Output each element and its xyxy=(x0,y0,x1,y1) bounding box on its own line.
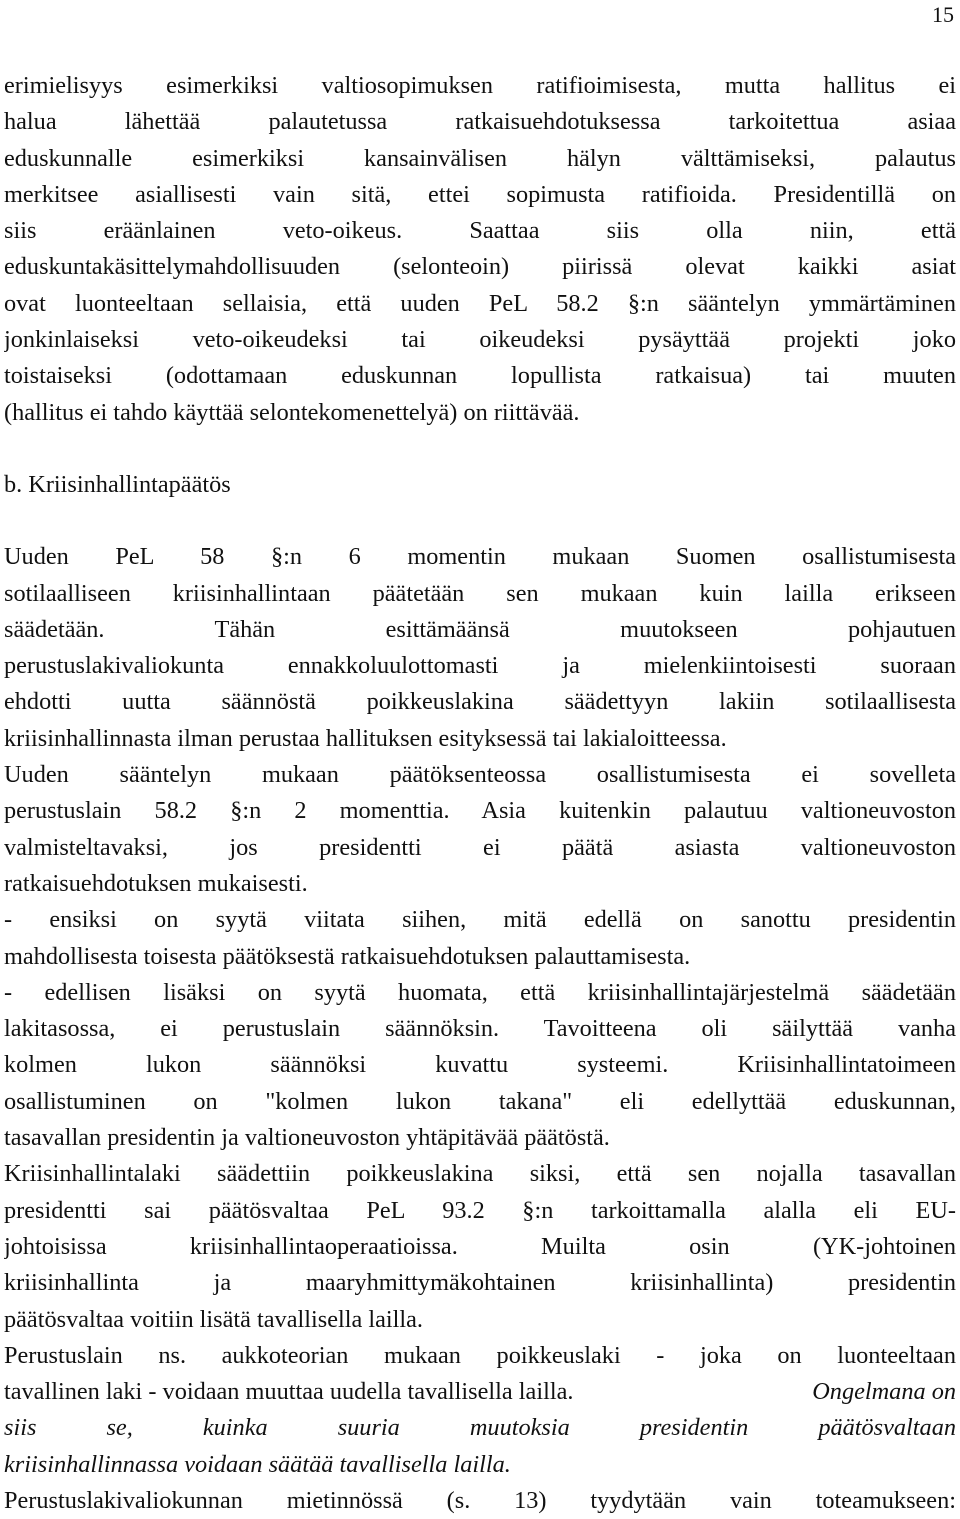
text-line: päätösvaltaa voitiin lisätä tavallisella lailla. xyxy=(4,1305,423,1333)
page-number: 15 xyxy=(932,2,954,27)
text-segment: tavallinen laki - voidaan muuttaa uudella tavallisella lailla. xyxy=(4,1378,574,1406)
text-line: eduskuntakäsittelymahdollisuuden (selonteoin) piirissä olevat kaikki asiat xyxy=(4,253,956,281)
text-line: - ensiksi on syytä viitata siihen, mitä edellä on sanottu presidentin xyxy=(4,906,956,934)
text-line: osallistuminen on "kolmen lukon takana" eli edellyttää eduskunnan, xyxy=(4,1087,956,1115)
text-line: ratkaisuehdotuksen mukaisesti. xyxy=(4,869,308,897)
section-heading: b. Kriisinhallintapäätös xyxy=(4,470,231,498)
text-line: merkitsee asiallisesti vain sitä, ettei sopimusta ratifioida. Presidentillä on xyxy=(4,180,956,208)
text-line: toistaiseksi (odottamaan eduskunnan lopullista ratkaisua) tai muuten xyxy=(4,362,956,390)
text-line: mahdollisesta toisesta päätöksestä ratkaisuehdotuksen palauttamisesta. xyxy=(4,942,691,970)
text-line: Uuden PeL 58 §:n 6 momentin mukaan Suomen osallistumisesta xyxy=(4,543,956,571)
text-line: lakitasossa, ei perustuslain säännöksin. Tavoitteena oli säilyttää vanha xyxy=(4,1015,956,1043)
text-line: ehdotti uutta säännöstä poikkeuslakina säädettyyn lakiin sotilaallisesta xyxy=(4,688,956,716)
text-line: ovat luonteeltaan sellaisia, että uuden PeL 58.2 §:n sääntelyn ymmärtäminen xyxy=(4,289,956,317)
italic-text-line: siis se, kuinka suuria muutoksia presidentin päätösvaltaan xyxy=(4,1414,956,1442)
text-line: johtoisissa kriisinhallintaoperaatioissa. Muilta osin (YK-johtoinen xyxy=(4,1232,956,1260)
text-line: - edellisen lisäksi on syytä huomata, että kriisinhallintajärjestelmä säädetään xyxy=(4,978,956,1006)
text-line: Perustuslain ns. aukkoteorian mukaan poikkeuslaki - joka on luonteeltaan xyxy=(4,1341,956,1369)
text-line: presidentti sai päätösvaltaa PeL 93.2 §:n tarkoittamalla alalla eli EU- xyxy=(4,1196,956,1224)
text-line: erimielisyys esimerkiksi valtiosopimuksen ratifioimisesta, mutta hallitus ei xyxy=(4,72,956,99)
text-line: Perustuslakivaliokunnan mietinnössä (s. 13) tyydytään vain toteamukseen: xyxy=(4,1486,956,1514)
text-line: perustuslakivaliokunta ennakkoluulottomasti ja mielenkiintoisesti suoraan xyxy=(4,652,956,680)
text-line: jonkinlaiseksi veto-oikeudeksi tai oikeudeksi pysäyttää projekti joko xyxy=(4,326,956,354)
paragraph xyxy=(4,68,956,431)
text-line: kriisinhallinta ja maaryhmittymäkohtainen kriisinhallinta) presidentin xyxy=(4,1269,956,1297)
text-line: (hallitus ei tahdo käyttää selontekomenettelyä) on riittävää. xyxy=(4,398,580,426)
text-line: halua lähettää palautetussa ratkaisuehdotuksessa tarkoitettua asiaa xyxy=(4,108,956,136)
text-line: kriisinhallinnasta ilman perustaa hallituksen esityksessä tai lakialoitteessa. xyxy=(4,724,727,752)
text-line: tasavallan presidentin ja valtioneuvoston yhtäpitävää päätöstä. xyxy=(4,1124,610,1152)
italic-text-line: kriisinhallinnassa voidaan säätää tavallisella lailla. xyxy=(4,1450,511,1478)
paragraph xyxy=(4,539,956,1519)
text-line: sotilaalliseen kriisinhallintaan päätetään sen mukaan kuin lailla erikseen xyxy=(4,579,956,607)
text-line xyxy=(4,1374,956,1410)
text-line: Kriisinhallintalaki säädettiin poikkeuslakina siksi, että sen nojalla tasavallan xyxy=(4,1160,956,1188)
text-line: kolmen lukon säännöksi kuvattu systeemi. Kriisinhallintatoimeen xyxy=(4,1051,956,1079)
text-line: valmisteltavaksi, jos presidentti ei päätä asiasta valtioneuvoston xyxy=(4,833,956,861)
text-line: säädetään. Tähän esittämäänsä muutokseen pohjautuen xyxy=(4,615,956,643)
text-line: perustuslain 58.2 §:n 2 momenttia. Asia kuitenkin palautuu valtioneuvoston xyxy=(4,797,956,825)
italic-text-segment: Ongelmana on xyxy=(812,1378,956,1406)
text-line: Uuden sääntelyn mukaan päätöksenteossa osallistumisesta ei sovelleta xyxy=(4,761,956,789)
text-line: siis eräänlainen veto-oikeus. Saattaa siis olla niin, että xyxy=(4,217,956,245)
text-line: eduskunnalle esimerkiksi kansainvälisen hälyn välttämiseksi, palautus xyxy=(4,144,956,172)
document-body xyxy=(4,68,956,1519)
